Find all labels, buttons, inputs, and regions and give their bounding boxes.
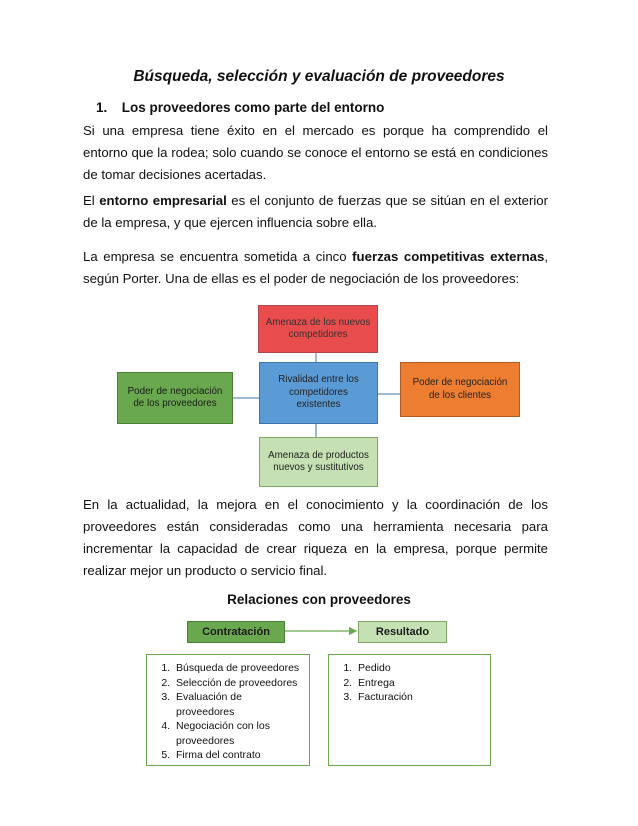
paragraph-1-text: Si una empresa tiene éxito en el mercado es porque ha comprendido el entorno que la rodea; solo cuando se conoce el entorno se está en condiciones de tomar decisiones acertadas.: [83, 123, 548, 182]
contratacion-list: [157, 661, 303, 763]
supplier-power-box: Poder de negociación de los proveedores: [117, 372, 233, 424]
resultado-list: [339, 661, 484, 705]
porter-diagram: [0, 300, 638, 490]
paragraph-2-text: [83, 190, 548, 234]
paragraph-3: [83, 246, 548, 290]
paragraph-4-text: En la actualidad, la mejora en el conocimiento y la coordinación de los proveedores están consideradas como una herramienta necesaria para incrementar la capacidad de crear riqueza en la empresa, porque permite realizar mejor un producto o servicio final.: [83, 497, 548, 578]
paragraph-3-pre: La empresa se encuentra sometida a cinco: [83, 249, 353, 264]
list-item: 1. Búsqueda de proveedores: [173, 661, 303, 676]
list-item: 1. Pedido: [355, 661, 484, 676]
paragraph-3-bold: fuerzas competitivas externas: [352, 249, 545, 264]
contratacion-list-box: [146, 654, 310, 766]
list-item: 3. Evaluación de proveedores: [173, 690, 303, 719]
resultado-list-box: [328, 654, 491, 766]
paragraph-2: [83, 190, 548, 234]
section-label: Los proveedores como parte del entorno: [121, 100, 385, 115]
list-item: 2. Selección de proveedores: [173, 676, 303, 691]
paragraph-4: [83, 494, 548, 582]
paragraph-2-pre: El: [83, 193, 100, 208]
paragraph-2-post: es el conjunto de fuerzas que se sitúan en el exterior de la empresa, y que ejercen influencia sobre ella.: [83, 193, 549, 230]
contratacion-label: Contratación: [187, 621, 285, 643]
section-heading: [96, 100, 384, 115]
threat-new-competitors-box: Amenaza de los nuevos competidores: [258, 305, 378, 353]
document-title: Búsqueda, selección y evaluación de proveedores: [133, 68, 505, 85]
paragraph-2-bold: entorno empresarial: [99, 193, 227, 208]
list-item: 5. Firma del contrato: [173, 748, 303, 763]
rivalry-box: Rivalidad entre los competidores existentes: [259, 362, 378, 424]
list-item: 2. Entrega: [355, 676, 484, 691]
relations-title: Relaciones con proveedores: [227, 592, 411, 607]
section-number: 1.: [96, 100, 108, 115]
threat-substitutes-box: Amenaza de productos nuevos y sustitutivos: [259, 437, 378, 487]
paragraph-3-post: , según Porter. Una de ellas es el poder de negociación de los proveedores:: [83, 249, 549, 286]
customer-power-box: Poder de negociación de los clientes: [400, 362, 520, 417]
relations-arrow: [0, 610, 638, 650]
paragraph-3-text: [83, 246, 548, 290]
list-item: 3. Facturación: [355, 690, 484, 705]
list-item: 4. Negociación con los proveedores: [173, 719, 303, 748]
resultado-label: Resultado: [358, 621, 447, 643]
paragraph-1: [83, 120, 548, 186]
